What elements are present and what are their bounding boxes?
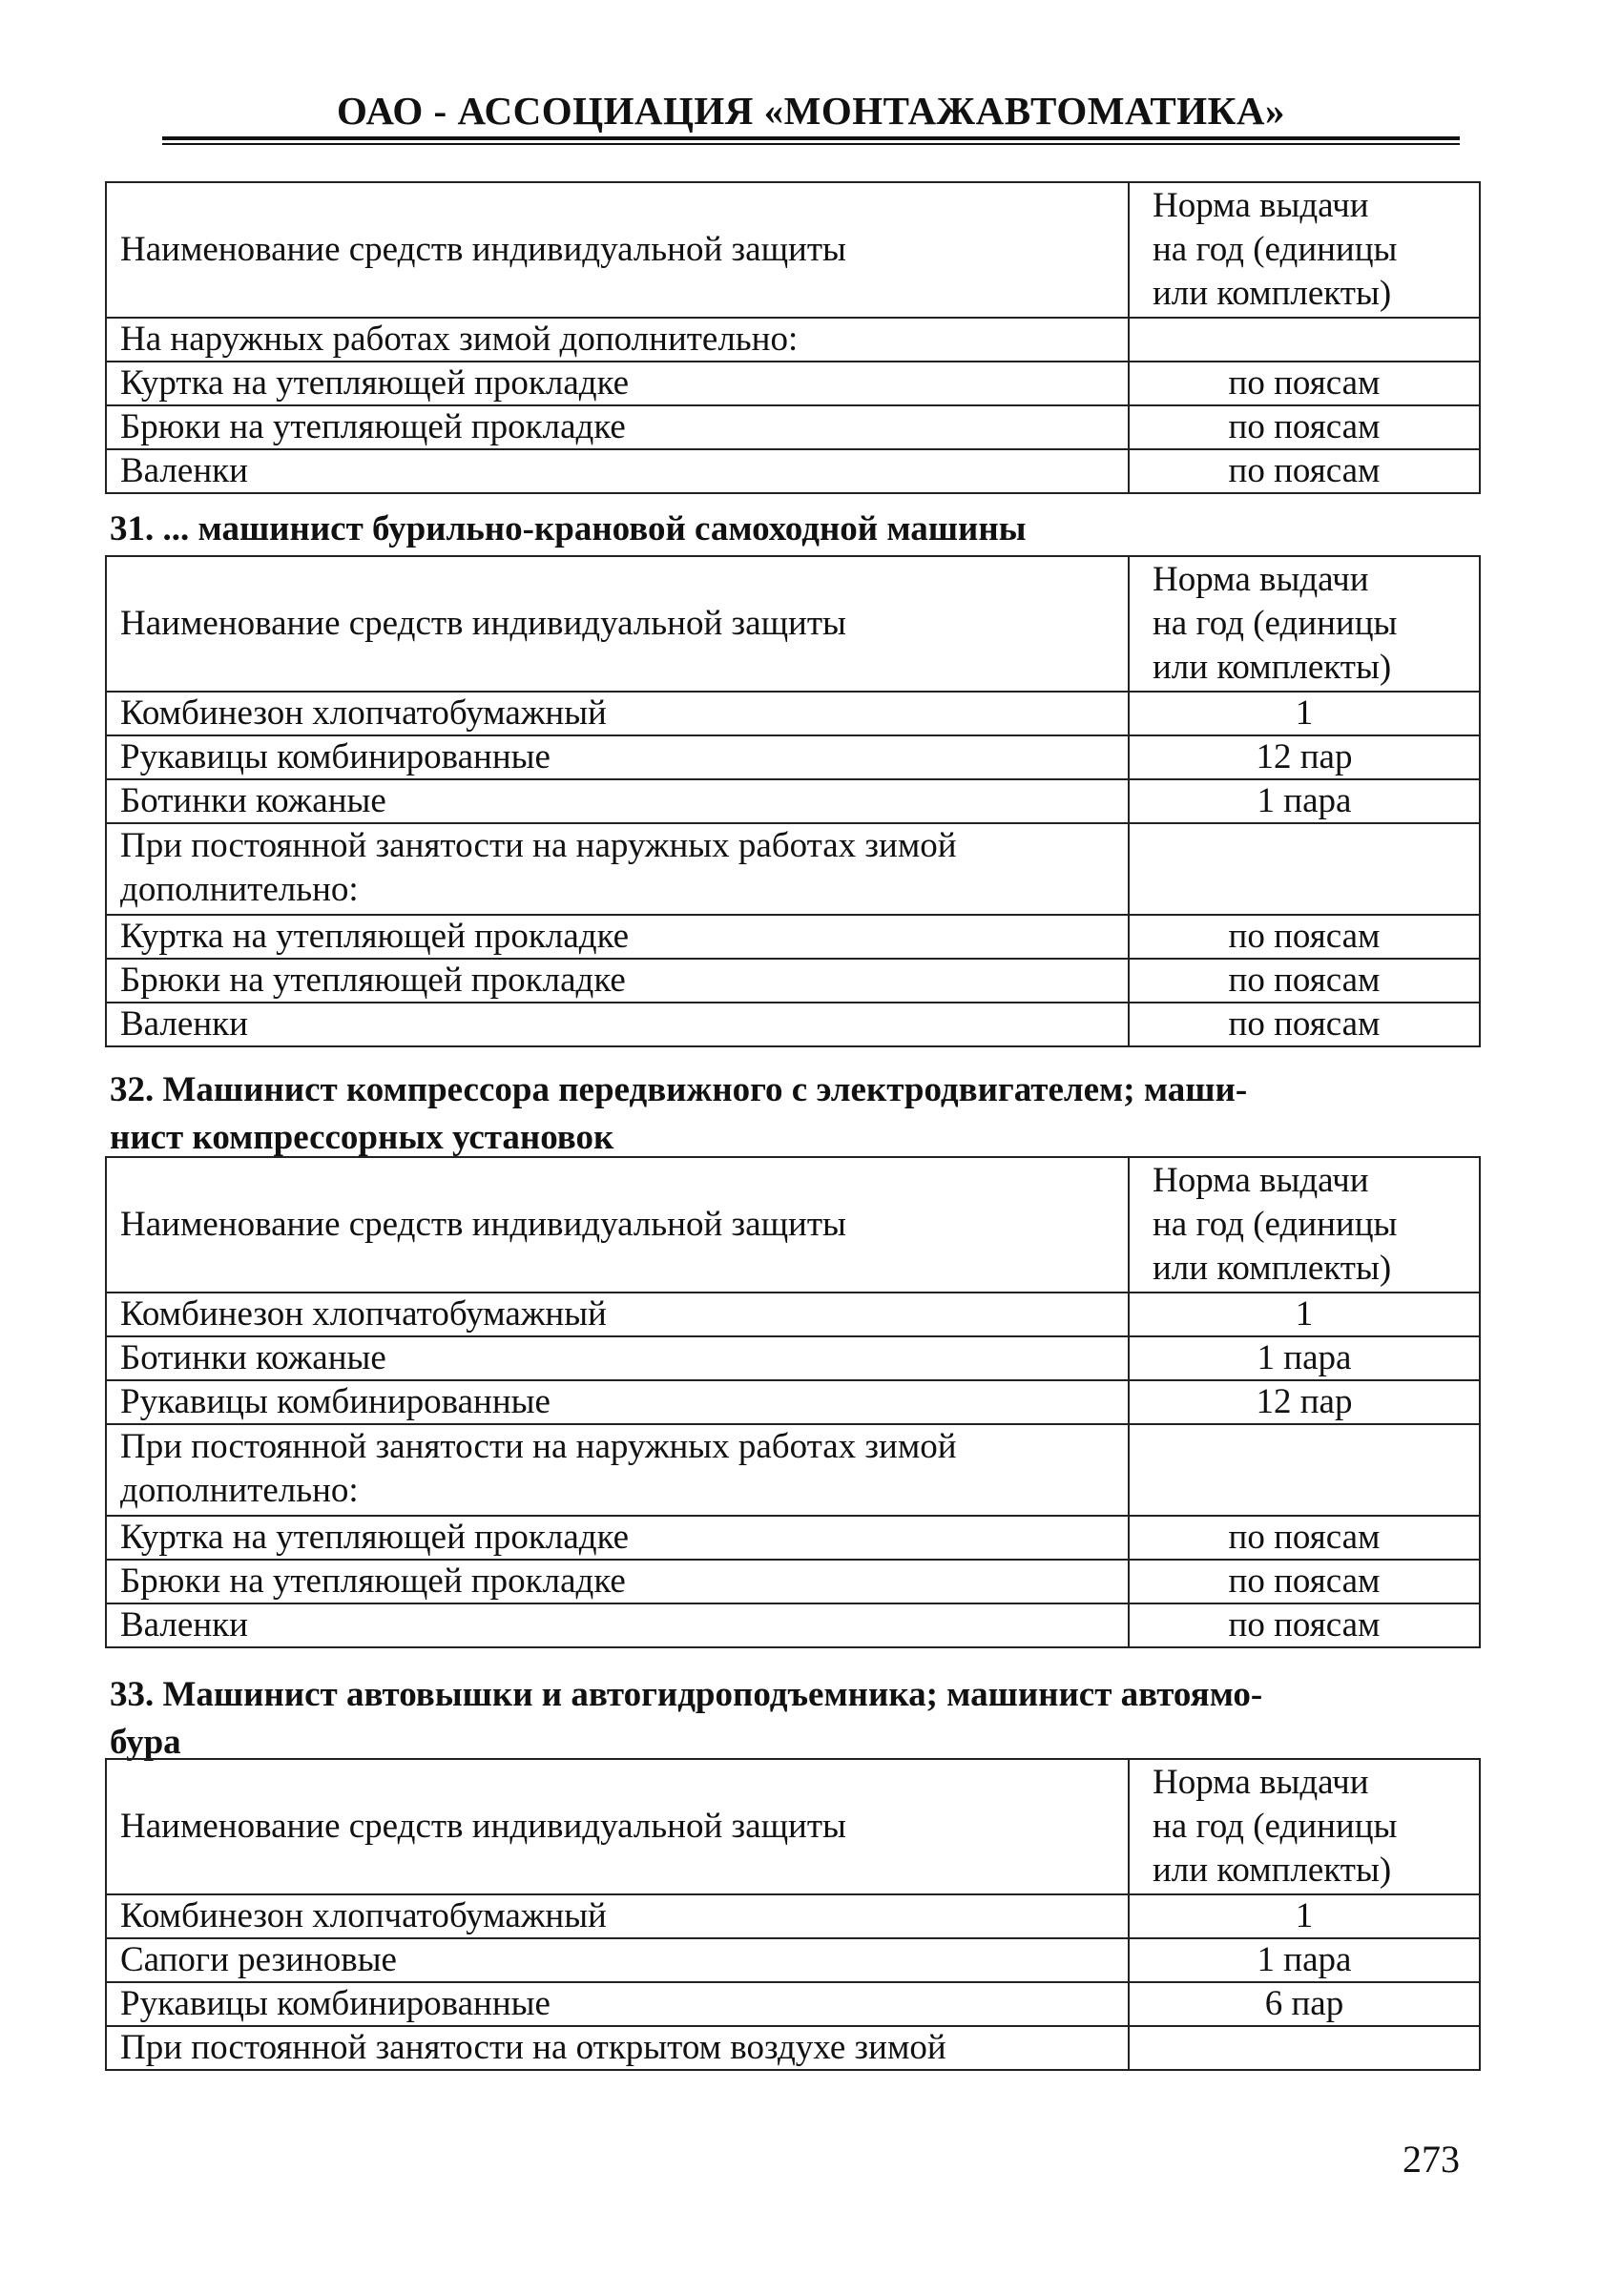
- header-norm-line: Норма выдачи: [1153, 1763, 1369, 1802]
- item-name: Комбинезон хлопчатобумажный: [106, 1293, 1129, 1336]
- header-name-cell: Наименование средств индивидуальной защиты: [106, 1157, 1129, 1293]
- item-name: Куртка на утепляющей прокладке: [106, 1516, 1129, 1560]
- item-name: Куртка на утепляющей прокладке: [106, 915, 1129, 959]
- item-name-line: дополнительно:: [120, 1471, 359, 1510]
- item-name: Комбинезон хлопчатобумажный: [106, 1894, 1129, 1938]
- header-norm-line: на год (единицы: [1153, 604, 1398, 643]
- section-31-title: 31. ... машинист бурильно-крановой самоходной машины: [110, 509, 1027, 548]
- section-title-line: нист компрессорных установок: [110, 1118, 614, 1157]
- item-name: [106, 1424, 1129, 1516]
- table-header-row: [106, 1759, 1480, 1894]
- norms-table-32: [105, 1156, 1481, 1648]
- item-name-line: При постоянной занятости на наружных работах зимой: [120, 1427, 957, 1466]
- header-name-cell: Наименование средств индивидуальной защиты: [106, 556, 1129, 692]
- header-norm-line: или комплекты): [1153, 648, 1392, 687]
- table-row: [106, 823, 1480, 915]
- table-row: [106, 2026, 1480, 2070]
- item-qty: [1129, 318, 1480, 362]
- item-qty: по поясам: [1129, 1603, 1480, 1647]
- table-row: [106, 449, 1480, 493]
- item-name: Ботинки кожаные: [106, 1336, 1129, 1380]
- item-qty: по поясам: [1129, 1516, 1480, 1560]
- item-name-line: дополнительно:: [120, 870, 359, 909]
- item-name: При постоянной занятости на открытом воздухе зимой: [106, 2026, 1129, 2070]
- item-name: На наружных работах зимой дополнительно:: [106, 318, 1129, 362]
- norms-table-33: [105, 1758, 1481, 2071]
- table-row: [106, 1424, 1480, 1516]
- item-name-line: При постоянной занятости на наружных работах зимой: [120, 826, 957, 865]
- item-name: Комбинезон хлопчатобумажный: [106, 692, 1129, 735]
- item-qty: [1129, 1424, 1480, 1516]
- item-qty: по поясам: [1129, 449, 1480, 493]
- page-number: 273: [1403, 2138, 1460, 2181]
- item-name: Валенки: [106, 1003, 1129, 1046]
- item-name: Валенки: [106, 449, 1129, 493]
- item-qty: [1129, 2026, 1480, 2070]
- item-name: [106, 823, 1129, 915]
- item-name: Брюки на утепляющей прокладке: [106, 1560, 1129, 1603]
- item-qty: по поясам: [1129, 915, 1480, 959]
- table-header-row: [106, 1157, 1480, 1293]
- header-norm-cell: [1129, 1157, 1480, 1293]
- header-norm-line: или комплекты): [1153, 274, 1392, 313]
- table-row: [106, 1603, 1480, 1647]
- table-row: [106, 915, 1480, 959]
- table-row: [106, 1982, 1480, 2026]
- table-row: [106, 1003, 1480, 1046]
- table-row: [106, 318, 1480, 362]
- item-name: Сапоги резиновые: [106, 1938, 1129, 1982]
- item-qty: 6 пар: [1129, 1982, 1480, 2026]
- header-norm-line: на год (единицы: [1153, 230, 1398, 269]
- item-qty: по поясам: [1129, 959, 1480, 1003]
- header-norm-line: или комплекты): [1153, 1249, 1392, 1288]
- item-qty: 1 пара: [1129, 779, 1480, 823]
- item-qty: 12 пар: [1129, 735, 1480, 779]
- item-qty: по поясам: [1129, 362, 1480, 405]
- norms-table-continued: [105, 181, 1481, 494]
- header-name-cell: Наименование средств индивидуальной защиты: [106, 1759, 1129, 1894]
- header-name-cell: Наименование средств индивидуальной защиты: [106, 182, 1129, 318]
- item-name: Рукавицы комбинированные: [106, 735, 1129, 779]
- table-row: [106, 1516, 1480, 1560]
- item-qty: 1: [1129, 1894, 1480, 1938]
- section-33-title: [110, 1671, 1484, 1767]
- table-row: [106, 1380, 1480, 1424]
- header-norm-cell: [1129, 1759, 1480, 1894]
- section-32-title: [110, 1066, 1484, 1162]
- header-norm-line: Норма выдачи: [1153, 186, 1369, 225]
- table-row: [106, 1894, 1480, 1938]
- header-norm-cell: [1129, 182, 1480, 318]
- item-name: Брюки на утепляющей прокладке: [106, 959, 1129, 1003]
- table-row: [106, 1938, 1480, 1982]
- item-name: Рукавицы комбинированные: [106, 1982, 1129, 2026]
- norms-table-31: [105, 555, 1481, 1047]
- table-row: [106, 1560, 1480, 1603]
- item-qty: по поясам: [1129, 1003, 1480, 1046]
- table-row: [106, 362, 1480, 405]
- item-qty: 1 пара: [1129, 1336, 1480, 1380]
- item-qty: 1: [1129, 1293, 1480, 1336]
- table-header-row: [106, 556, 1480, 692]
- table-row: [106, 692, 1480, 735]
- table-row: [106, 959, 1480, 1003]
- item-name: Куртка на утепляющей прокладке: [106, 362, 1129, 405]
- section-title-line: 33. Машинист автовышки и автогидроподъемника; машинист автоямо-: [110, 1675, 1263, 1714]
- item-name: Ботинки кожаные: [106, 779, 1129, 823]
- item-name: Рукавицы комбинированные: [106, 1380, 1129, 1424]
- table-row: [106, 779, 1480, 823]
- item-qty: 1 пара: [1129, 1938, 1480, 1982]
- table-row: [106, 1336, 1480, 1380]
- table-row: [106, 1293, 1480, 1336]
- item-qty: по поясам: [1129, 1560, 1480, 1603]
- table-row: [106, 405, 1480, 449]
- header-rule-thick: [162, 136, 1460, 140]
- item-name: Брюки на утепляющей прокладке: [106, 405, 1129, 449]
- table-row: [106, 735, 1480, 779]
- item-qty: по поясам: [1129, 405, 1480, 449]
- item-qty: 12 пар: [1129, 1380, 1480, 1424]
- header-norm-line: Норма выдачи: [1153, 560, 1369, 599]
- item-name: Валенки: [106, 1603, 1129, 1647]
- header-norm-line: Норма выдачи: [1153, 1161, 1369, 1200]
- header-norm-line: на год (единицы: [1153, 1205, 1398, 1244]
- item-qty: [1129, 823, 1480, 915]
- header-rule-thin: [162, 143, 1460, 145]
- header-norm-line: или комплекты): [1153, 1851, 1392, 1890]
- header-norm-cell: [1129, 556, 1480, 692]
- page-header-title: ОАО - АССОЦИАЦИЯ «МОНТАЖАВТОМАТИКА»: [337, 89, 1285, 133]
- table-header-row: [106, 182, 1480, 318]
- section-title-line: 32. Машинист компрессора передвижного с электродвигателем; маши-: [110, 1070, 1248, 1109]
- section-title-line: бура: [110, 1723, 181, 1762]
- item-qty: 1: [1129, 692, 1480, 735]
- header-norm-line: на год (единицы: [1153, 1807, 1398, 1846]
